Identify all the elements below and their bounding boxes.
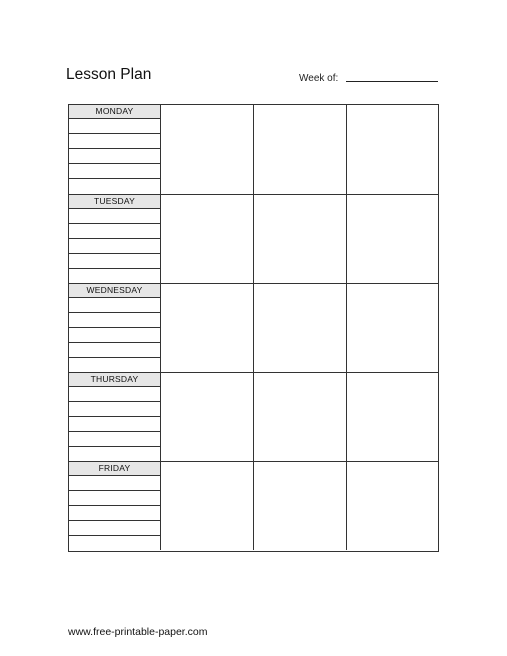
note-line <box>69 224 160 239</box>
day-notes-column <box>69 105 161 194</box>
note-line <box>69 209 160 224</box>
note-line <box>69 447 160 462</box>
note-line <box>69 506 160 521</box>
week-of-label: Week of: <box>299 73 339 84</box>
note-line <box>69 149 160 164</box>
week-of-fill-line <box>346 81 438 82</box>
page-title: Lesson Plan <box>66 66 152 83</box>
note-line <box>69 521 160 536</box>
note-line <box>69 179 160 194</box>
day-header: TUESDAY <box>69 195 160 209</box>
day-row-friday <box>69 461 438 550</box>
note-line <box>69 417 160 432</box>
note-line <box>69 239 160 254</box>
day-notes-column <box>69 284 161 372</box>
note-line <box>69 254 160 269</box>
day-notes-column <box>69 373 161 461</box>
lesson-cell-1 <box>161 105 254 194</box>
note-line <box>69 491 160 506</box>
day-notes-column <box>69 195 161 283</box>
note-line <box>69 328 160 343</box>
lesson-cell-2 <box>254 284 347 372</box>
lesson-cell-3 <box>347 195 438 283</box>
note-line <box>69 134 160 149</box>
lesson-plan-grid <box>68 104 439 552</box>
lesson-cell-3 <box>347 105 438 194</box>
note-line <box>69 119 160 134</box>
lesson-cell-1 <box>161 373 254 461</box>
day-header: WEDNESDAY <box>69 284 160 298</box>
note-line <box>69 164 160 179</box>
lesson-cell-2 <box>254 195 347 283</box>
lesson-cell-1 <box>161 195 254 283</box>
day-notes-column <box>69 462 161 550</box>
day-header: MONDAY <box>69 105 160 119</box>
lesson-cell-2 <box>254 462 347 550</box>
note-line <box>69 269 160 284</box>
day-row-wednesday <box>69 283 438 372</box>
day-row-thursday <box>69 372 438 461</box>
note-line <box>69 536 160 551</box>
lesson-cell-3 <box>347 373 438 461</box>
note-line <box>69 313 160 328</box>
day-row-monday <box>69 105 438 194</box>
lesson-cell-1 <box>161 284 254 372</box>
day-row-tuesday <box>69 194 438 283</box>
lesson-cell-2 <box>254 373 347 461</box>
note-line <box>69 402 160 417</box>
footer-url: www.free-printable-paper.com <box>68 626 208 638</box>
note-line <box>69 387 160 402</box>
note-line <box>69 476 160 491</box>
note-line <box>69 358 160 373</box>
lesson-cell-2 <box>254 105 347 194</box>
lesson-cell-1 <box>161 462 254 550</box>
note-line <box>69 343 160 358</box>
note-line <box>69 298 160 313</box>
lesson-cell-3 <box>347 284 438 372</box>
day-header: THURSDAY <box>69 373 160 387</box>
day-header: FRIDAY <box>69 462 160 476</box>
lesson-cell-3 <box>347 462 438 550</box>
note-line <box>69 432 160 447</box>
